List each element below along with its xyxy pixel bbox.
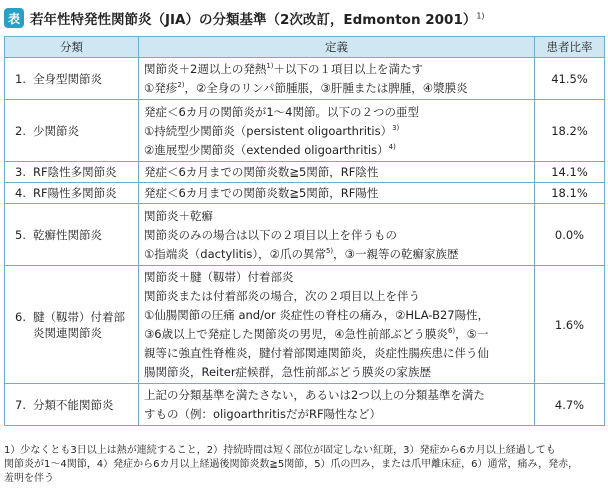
definition-text: 腸関節炎，Reiter症候群，急性前部ぶどう膜炎の家族歴 (144, 365, 432, 379)
definition-cell (139, 204, 535, 266)
ratio-cell: 41.5% (535, 58, 605, 100)
category-cell (5, 266, 139, 384)
definition-text: すもの（例：oligoarthritisだがRF陽性など） (144, 407, 382, 421)
definition-text: 発症＜6カ月の関節炎が1〜4関節。以下の２つの亜型 (144, 104, 419, 119)
definition-line (144, 104, 529, 120)
definition-line (144, 345, 529, 361)
category-cell (5, 162, 139, 183)
row-number: 3. (15, 165, 26, 179)
definition-text: ＋以下の１項目以上を満たす (273, 62, 424, 76)
category-label: 少関節炎 (33, 123, 79, 138)
table-badge: 表 (4, 8, 24, 28)
definition-text: ，⑤一 (455, 327, 489, 341)
definition-cell (139, 384, 535, 426)
ratio-cell: 0.0% (535, 204, 605, 266)
definition-line (144, 61, 529, 77)
definition-line (144, 142, 529, 158)
footnote-ref: 6) (447, 327, 456, 336)
table-row (5, 58, 605, 100)
category-label: 全身型関節炎 (33, 71, 102, 86)
definition-line (144, 164, 529, 180)
footnote-ref: 1) (266, 62, 274, 71)
row-number: 6. (15, 309, 26, 324)
table-row (5, 183, 605, 204)
table-header-row (5, 37, 605, 58)
definition-line (144, 406, 529, 422)
table-row (5, 162, 605, 183)
header-ratio: 患者比率 (535, 37, 605, 58)
definition-text: ①持続型少関節炎（persistent oligoarthritis） (144, 123, 393, 138)
definition-text: 発症＜6カ月までの関節炎数≧5関節，RF陽性 (144, 186, 379, 200)
ratio-cell: 1.6% (535, 266, 605, 384)
category-label: 乾癬性関節炎 (33, 227, 102, 242)
header-category: 分類 (5, 37, 139, 58)
category-label-line2: 炎関連関節炎 (33, 325, 102, 340)
definition-text: 関節炎＋腱（靱帯）付着部炎 (144, 270, 294, 284)
category-label: RF陽性多関節炎 (33, 186, 117, 200)
definition-line (144, 326, 529, 342)
category-label: 分類不能関節炎 (33, 397, 114, 412)
ratio-cell: 18.2% (535, 100, 605, 162)
footnote-ref: 5) (325, 246, 334, 255)
definition-line (144, 387, 529, 403)
footnote-ref: 4) (388, 142, 396, 151)
definition-cell (139, 100, 535, 162)
footnote-line: 羞明を伴う (4, 473, 54, 484)
ratio-cell: 14.1% (535, 162, 605, 183)
footnotes (4, 444, 606, 486)
footnote-line: 関節炎が1〜4関節，4）発症から6カ月以上経過後関節炎数≧5関節，5）爪の凹み，または爪甲離床症，6）通常，痛み，発赤， (4, 459, 579, 470)
title-text (30, 8, 485, 28)
title-main: 若年性特発性関節炎（JIA）の分類基準（2次改訂，Edmonton 2001） (30, 12, 477, 28)
ratio-cell: 18.1% (535, 183, 605, 204)
definition-text: ①発疹 (144, 81, 178, 95)
definition-cell (139, 266, 535, 384)
definition-text: ①仙腸関節の圧痛 and/or 炎症性の脊柱の痛み，②HLA-B27陽性， (144, 308, 490, 322)
category-label: 腱（靱帯）付着部 (33, 309, 125, 324)
category-label: RF陰性多関節炎 (33, 165, 117, 179)
definition-text: ，③一親等の乾癬家族歴 (333, 246, 459, 261)
definition-cell (139, 58, 535, 100)
table-row (5, 266, 605, 384)
definition-line (144, 288, 529, 304)
category-cell (5, 384, 139, 426)
definition-line (144, 227, 529, 243)
definition-line (144, 307, 529, 323)
definition-text: ②進展型少関節炎（extended oligoarthritis） (144, 142, 389, 157)
ratio-cell: 4.7% (535, 384, 605, 426)
footnote-ref: 3) (392, 123, 400, 132)
row-number: 5. (15, 227, 26, 242)
table-row (5, 204, 605, 266)
footnote-line: 1）少なくとも3日以上は熱が連続すること，2）持続時間は短く部位が固定しない紅斑，3）発症から6カ月以上経過しても (4, 445, 556, 456)
definition-line (144, 246, 529, 262)
definition-text: 関節炎または付着部炎の場合，次の２項目以上を伴う (144, 289, 420, 303)
header-definition: 定義 (139, 37, 535, 58)
category-cell (5, 204, 139, 266)
definition-line (144, 80, 529, 96)
table-row (5, 384, 605, 426)
definition-text: 親等に強直性脊椎炎，腱付着部関連関節炎，炎症性腸疾患に伴う仙 (144, 346, 489, 360)
category-cell (5, 100, 139, 162)
definition-text: 関節炎のみの場合は以下の２項目以上を伴うもの (144, 227, 397, 242)
definition-text: 関節炎＋2週以上の発熱 (144, 62, 267, 76)
footnote-ref: 2) (177, 81, 185, 90)
table-row (5, 100, 605, 162)
category-cell (5, 58, 139, 100)
row-number: 7. (15, 397, 26, 412)
row-number: 1. (15, 71, 26, 86)
definition-text: 上記の分類基準を満たさない，あるいは2つ以上の分類基準を満た (144, 388, 485, 402)
table-title (4, 6, 485, 30)
classification-table (4, 36, 605, 426)
row-number: 2. (15, 123, 26, 138)
definition-text: ③6歳以上で発症した関節炎の男児，④急性前部ぶどう膜炎 (144, 327, 448, 341)
definition-line (144, 185, 529, 201)
title-ref: 1) (476, 11, 485, 21)
definition-text: ①指端炎（dactylitis），②爪の異常 (144, 246, 326, 261)
definition-cell (139, 162, 535, 183)
definition-line (144, 269, 529, 285)
definition-text: 発症＜6カ月までの関節炎数≧5関節，RF陰性 (144, 165, 379, 179)
definition-line (144, 364, 529, 380)
row-number: 4. (15, 186, 26, 200)
definition-cell (139, 183, 535, 204)
definition-line (144, 208, 529, 224)
definition-line (144, 123, 529, 139)
definition-text: ，②全身のリンパ節腫脹，③肝腫または脾腫，④漿膜炎 (184, 81, 468, 95)
category-cell (5, 183, 139, 204)
definition-text: 関節炎＋乾癬 (144, 208, 213, 223)
